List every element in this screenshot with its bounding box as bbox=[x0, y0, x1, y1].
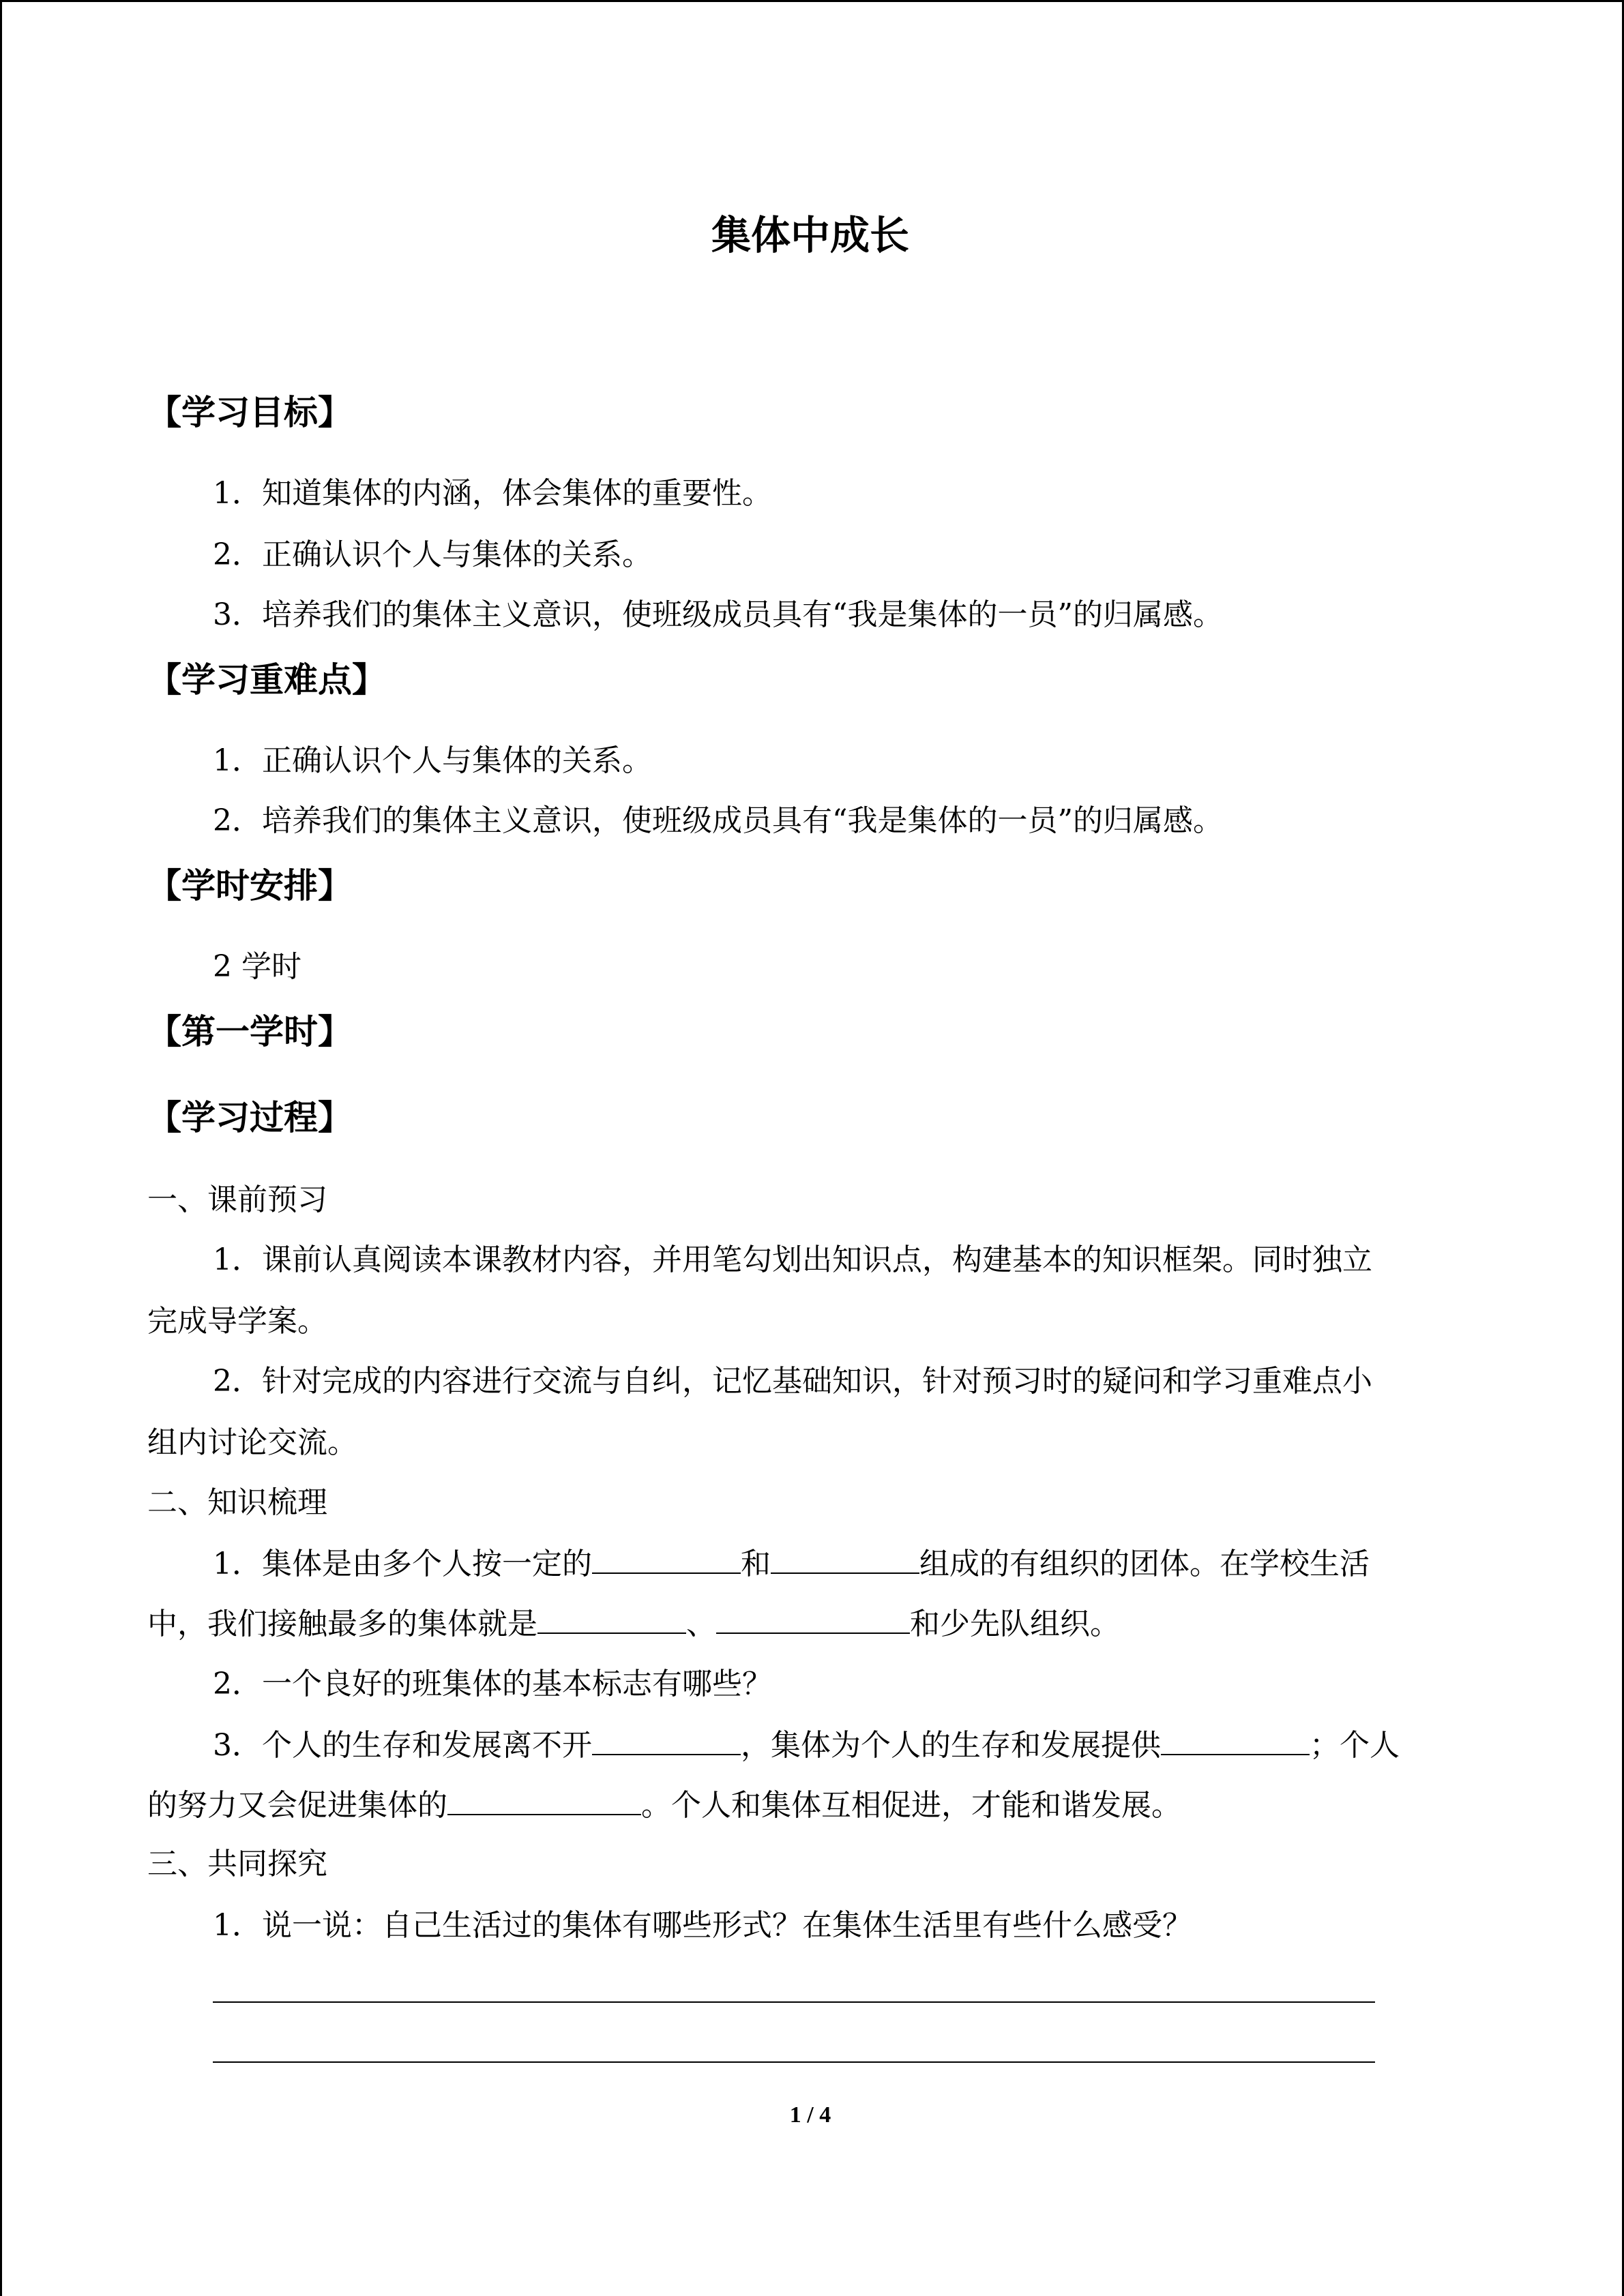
part2-q1-text-d: 中，我们接触最多的集体就是 bbox=[147, 1607, 537, 1641]
part3-q1: 1．说一说：自己生活过的集体有哪些形式？在集体生活里有些什么感受？ bbox=[213, 1908, 1192, 1943]
fill-blank-5[interactable] bbox=[592, 1724, 741, 1755]
part2-q3-line2 bbox=[147, 1784, 1181, 1826]
part1-item1-line2: 完成导学案。 bbox=[147, 1304, 327, 1339]
fill-blank-3[interactable] bbox=[537, 1602, 686, 1634]
key-point-item-2: 2．培养我们的集体主义意识，使班级成员具有“我是集体的一员”的归属感。 bbox=[213, 803, 1223, 838]
part1-label: 一、课前预习 bbox=[147, 1182, 327, 1217]
part2-q3-text-c: ；个人 bbox=[1310, 1728, 1400, 1763]
part2-label: 二、知识梳理 bbox=[147, 1485, 327, 1520]
fill-blank-1[interactable] bbox=[592, 1542, 741, 1574]
part2-q3-text-b: ，集体为个人的生存和发展提供 bbox=[741, 1728, 1161, 1763]
part2-q1-text-f: 和少先队组织。 bbox=[910, 1607, 1120, 1641]
heading-first-period: 【第一学时】 bbox=[147, 1012, 352, 1052]
answer-line-2[interactable] bbox=[213, 2061, 1375, 2063]
heading-key-points: 【学习重难点】 bbox=[147, 660, 386, 700]
part2-q1-text-a: 1．集体是由多个人按一定的 bbox=[213, 1547, 592, 1581]
page-number: 1 / 4 bbox=[789, 2102, 831, 2128]
part2-q1-text-b: 和 bbox=[741, 1547, 771, 1581]
goal-item-2: 2．正确认识个人与集体的关系。 bbox=[213, 537, 652, 572]
part2-q3-text-d: 的努力又会促进集体的 bbox=[147, 1788, 447, 1823]
part3-label: 三、共同探究 bbox=[147, 1847, 327, 1881]
part2-q1-text-c: 组成的有组织的团体。在学校生活 bbox=[919, 1547, 1370, 1581]
schedule-text: 2 学时 bbox=[213, 949, 301, 984]
part2-q1-line2 bbox=[147, 1602, 1120, 1645]
part1-item2-line1: 2．针对完成的内容进行交流与自纠，记忆基础知识，针对预习时的疑问和学习重难点小 bbox=[213, 1364, 1372, 1399]
part2-q3-text-a: 3．个人的生存和发展离不开 bbox=[213, 1728, 592, 1763]
fill-blank-7[interactable] bbox=[447, 1784, 641, 1815]
fill-blank-6[interactable] bbox=[1161, 1724, 1310, 1755]
part1-item1-line1: 1．课前认真阅读本课教材内容，并用笔勾划出知识点，构建基本的知识框架。同时独立 bbox=[213, 1242, 1372, 1277]
fill-blank-4[interactable] bbox=[716, 1602, 910, 1634]
part2-q1-line1 bbox=[213, 1542, 1370, 1585]
part2-q2: 2．一个良好的班集体的基本标志有哪些？ bbox=[213, 1667, 772, 1701]
document-title: 集体中成长 bbox=[711, 212, 909, 258]
heading-learning-process: 【学习过程】 bbox=[147, 1098, 352, 1137]
fill-blank-2[interactable] bbox=[771, 1542, 919, 1574]
part2-q1-text-e: 、 bbox=[686, 1607, 716, 1641]
goal-item-3: 3．培养我们的集体主义意识，使班级成员具有“我是集体的一员”的归属感。 bbox=[213, 597, 1223, 632]
heading-schedule: 【学时安排】 bbox=[147, 866, 352, 906]
key-point-item-1: 1．正确认识个人与集体的关系。 bbox=[213, 743, 652, 778]
heading-learning-goals: 【学习目标】 bbox=[147, 393, 352, 432]
part2-q3-text-e: 。个人和集体互相促进，才能和谐发展。 bbox=[641, 1788, 1181, 1823]
part1-item2-line2: 组内讨论交流。 bbox=[147, 1425, 357, 1460]
answer-line-1[interactable] bbox=[213, 2001, 1375, 2003]
part2-q3-line1 bbox=[213, 1724, 1400, 1766]
goal-item-1: 1．知道集体的内涵，体会集体的重要性。 bbox=[213, 476, 772, 511]
